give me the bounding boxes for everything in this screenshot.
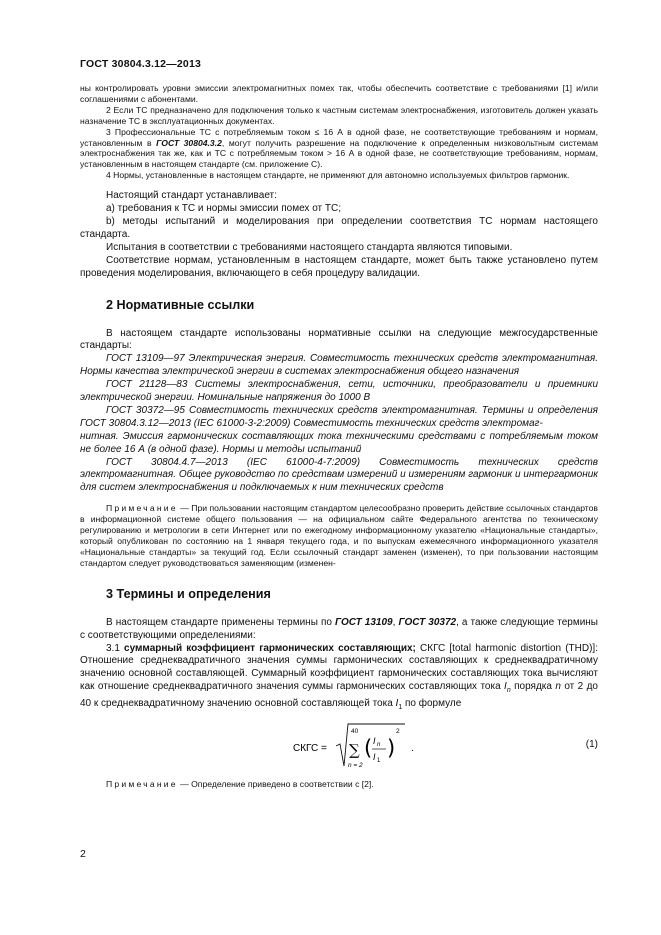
left-paren: ( [364,736,373,761]
right-paren: ) [387,736,396,761]
term-definition [80,643,598,716]
paragraph: b) методы испытаний и моделирования при определении соответствия ТС нормам настоящего стандарта. [80,215,598,240]
math-variable: I [395,698,399,710]
section-heading: 3 Термины и определения [106,586,271,601]
note-label: Примечание [106,503,178,514]
text-run: 3 Профессиональные ТС с потребляемым током ≤ 16 А в одной фазе, не соответствующие требованиям и нормам, установленным в [80,126,598,148]
reference-item: ГОСТ 21128—83 Системы электроснабжения, сети, источники, преобразователи и приемники электрической энергии. Номинальные напряжения до 1000 В [80,379,598,404]
denominator-subscript: 1 [377,758,381,765]
page-number: 2 [80,848,86,860]
exponent: 2 [396,728,400,736]
paragraph: Испытания в соответствии с требованиями настоящего стандарта являются типовыми. [106,241,513,253]
sum-upper-limit: 40 [351,728,359,736]
note-label: Примечание [106,779,178,790]
text-run: СКГС [total harmonic distortion (THD)]: Отношение среднеквадратичного значения суммы гармонических составляющих к среднеквадратичному значению основной составляющей. Суммарный коэффициент гармонических составляющих тока вычисляют как отношение среднеквадратичного значения суммы гармонических составляющих тока [80,642,598,693]
sum-lower-limit: n = 2 [348,762,363,770]
fraction-denominator: I [373,752,376,763]
reference-item: ГОСТ 13109—97 Электрическая энергия. Совместимость технических средств электромагнитная. Нормы качества электрической энергии в системах электроснабжения общего назначения [80,353,598,378]
reference-item: ГОСТ 30804.4.7—2013 (IEC 61000-4-7:2009) Совместимость технических средств электромагнитная. Общее руководство по средствам измерений и измерениям гармоник и интергармоник для систем электроснабжения и подключаемых к ним технических средств [80,456,598,494]
text-run: , а также следующие термины с соответствующими определениями: [80,616,598,641]
text-run: порядка [510,681,556,693]
fraction-numerator: I [373,736,376,747]
text-run: , могут получить разрешение на подключение к определенным низковольтным системам электроснабжения так же, как и ТС с потребляемым током > 16 А в одной фазе, не соответствующие требованиям, нормам, установленным в настоящем стандарте (см. приложение С). [80,137,598,170]
standard-reference: ГОСТ 30372 [398,616,457,628]
math-variable: n [555,681,561,693]
formula-number: (1) [585,739,598,751]
page-header: ГОСТ 30804.3.12—2013 [80,58,202,70]
note [80,503,598,568]
note-text: — При пользовании настоящим стандартом целесообразно проверить действие ссылочных стандартов в информационной системе общего пользования — на официальном сайте Федерального агентства по техническому регулированию и метрологии в сети Интернет или по ежегодному информационному указателю «Национальные стандарты», который опубликован по состоянию на 1 января текущего года, и по выпускам ежемесячного информационного указателя «Национальные стандарты» за текущий год. Если ссылочный стандарт заменен (изменен), то при пользовании настоящим стандартом следует руководствоваться заменяющим (изменен- [80,503,598,568]
note-4: 4 Нормы, установленные в настоящем стандарте, не применяют для автономно используемых фильтров гармоник. [106,170,570,181]
note-text: — Определение приведено в соответствии с [2]. [177,779,374,790]
text-run: по формуле [402,698,462,710]
paragraph [80,617,598,643]
note-3 [80,127,598,171]
math-subscript: 1 [398,704,403,712]
paragraph: Настоящий стандарт устанавливает: [106,190,277,202]
paragraph: а) требования к ТС и нормы эмиссии помех от ТС; [106,203,342,215]
paragraph: Соответствие нормам, установленным в настоящем стандарте, может быть также установлено путем проведения моделирования, включающего в себя процедуру валидации. [80,254,598,279]
formula-lhs: СКГС = [293,743,327,755]
page-content [80,83,598,790]
text-run: , [392,616,399,628]
text-run: В настоящем стандарте применены термины по [106,616,335,628]
term-name: суммарный коэффициент гармонических составляющих; [124,642,416,654]
section-heading: 2 Нормативные ссылки [106,297,255,312]
text-run: от 2 до 40 к среднеквадратичному значению основной составляющей тока [80,681,598,710]
math-subscript: n [506,687,511,695]
standard-reference: ГОСТ 30804.3.2 [156,137,222,148]
paragraph: ны контролировать уровни эмиссии электромагнитных помех так, чтобы обеспечить соответствие с требованиями [1] и/или соглашениями с абонентами. [80,83,598,104]
numerator-subscript: n [377,742,381,749]
term-number: 3.1 [106,642,125,654]
formula-graphic [293,721,443,775]
sum-icon: ∑ [349,741,360,760]
reference-item: ГОСТ 30372—95 Совместимость технических средств электромагнитная. Термины и определения ГОСТ 30804.3.12—2013 (IEC 61000-3-2:2009) Совместимость технических средств электромаг- [80,404,598,429]
note [80,779,598,790]
math-variable: I [504,681,507,693]
formula [80,719,598,775]
paragraph: В настоящем стандарте использованы нормативные ссылки на следующие межгосударственные стандарты: [80,327,598,352]
formula-end: . [411,743,414,755]
paragraph: 2 Если ТС предназначено для подключения только к частным системам электроснабжения, изготовитель должен указать назначение ТС в эксплуатационных документах. [80,104,598,126]
reference-item: нитная. Эмиссия гармонических составляющих тока техническими средствами с потребляемым током не более 16 А (в одной фазе). Нормы и методы испытаний [80,430,598,455]
standard-reference: ГОСТ 13109 [335,616,393,628]
